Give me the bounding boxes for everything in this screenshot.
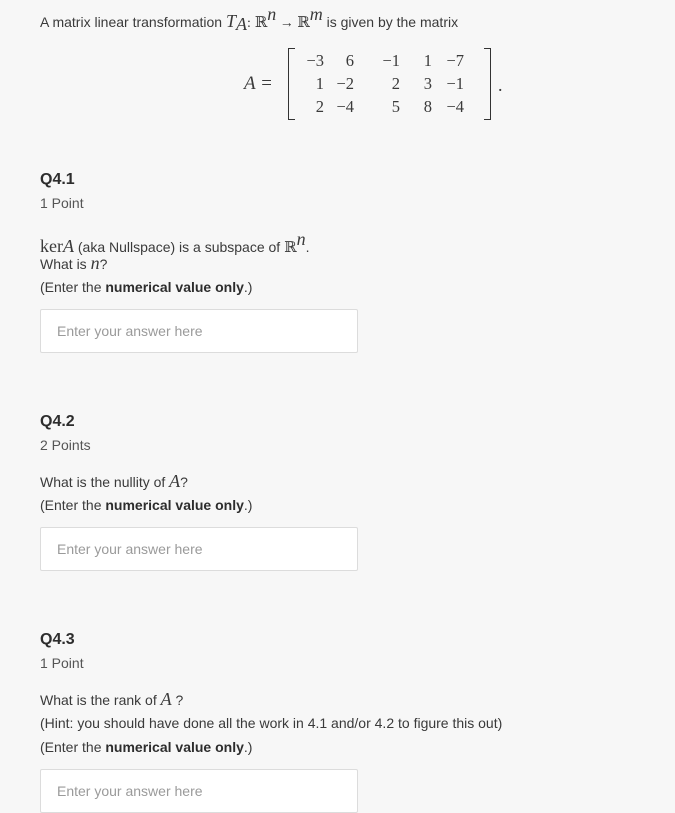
- matrix-cell: −1: [446, 74, 464, 93]
- q41-line2-pre: What is: [40, 256, 91, 272]
- q42-line1-pre: What is the nullity of: [40, 474, 170, 490]
- q42-instruction: [40, 493, 252, 517]
- matrix-cell: −2: [336, 74, 354, 93]
- intro-prefix: A matrix linear transformation: [40, 14, 226, 30]
- matrix-period: .: [498, 75, 503, 95]
- matrix-cell: 3: [423, 74, 432, 93]
- q41-line2: [40, 251, 107, 276]
- matrix-cell: −7: [446, 51, 464, 70]
- q41-line1-end: .: [305, 239, 310, 255]
- q43-line1: [40, 687, 183, 712]
- q42-enter-post: .): [243, 497, 253, 513]
- q41-A: A: [62, 236, 74, 256]
- matrix-cell: 1: [315, 74, 324, 93]
- q41-line1-text: (aka Nullspace) is a subspace of: [73, 239, 285, 255]
- q43-points: 1 Point: [40, 655, 84, 671]
- q43-A: A: [160, 689, 172, 709]
- q43-line1-post: ?: [171, 692, 184, 708]
- matrix-cell: 8: [423, 97, 432, 116]
- matrix-cell: 2: [315, 97, 324, 116]
- q41-n-sup: n: [296, 229, 306, 249]
- matrix-label: A =: [244, 73, 273, 94]
- q42-enter-bold: numerical value only: [105, 497, 244, 513]
- q42-line1-post: ?: [180, 474, 188, 490]
- q41-title: Q4.1: [40, 171, 75, 188]
- q42-answer-input[interactable]: [40, 527, 358, 571]
- q43-instruction: [40, 735, 252, 759]
- intro-n: n: [267, 4, 277, 24]
- matrix-cell: 1: [423, 51, 432, 70]
- intro-text: [40, 4, 458, 34]
- intro-arrow: →: [276, 16, 298, 31]
- q41-R: ℝ: [284, 238, 297, 256]
- q41-enter-bold: numerical value only: [105, 279, 244, 295]
- q42-points: 2 Points: [40, 437, 91, 453]
- intro-m: m: [309, 4, 323, 24]
- matrix-cell: −1: [382, 51, 400, 70]
- q43-line1-pre: What is the rank of: [40, 692, 161, 708]
- intro-R2: ℝ: [297, 13, 310, 31]
- matrix-cell: −4: [336, 97, 354, 116]
- q42-line1: [40, 469, 188, 494]
- intro-T-sub: A: [235, 14, 247, 34]
- q41-line2-post: ?: [99, 256, 108, 272]
- q41-points: 1 Point: [40, 195, 84, 211]
- q41-enter-post: .): [243, 279, 253, 295]
- q43-enter-bold: numerical value only: [105, 739, 244, 755]
- q43-enter-post: .): [243, 739, 253, 755]
- intro-colon: :: [246, 16, 251, 31]
- intro-suffix: is given by the matrix: [322, 14, 459, 30]
- matrix-cell: −3: [306, 51, 324, 70]
- q43-answer-input[interactable]: [40, 769, 358, 813]
- q43-enter-pre: (Enter the: [40, 739, 106, 755]
- q41-answer-input[interactable]: [40, 309, 358, 353]
- q41-n: n: [90, 253, 100, 273]
- q43-hint: (Hint: you should have done all the work in 4.1 and/or 4.2 to figure this out): [40, 715, 503, 731]
- q42-title: Q4.2: [40, 413, 75, 430]
- q42-enter-pre: (Enter the: [40, 497, 106, 513]
- intro-T: T: [225, 11, 236, 31]
- matrix-cell: −4: [446, 97, 464, 116]
- q41-ker: ker: [40, 236, 63, 256]
- matrix-cell: 5: [391, 97, 400, 116]
- intro-R1: ℝ: [254, 13, 268, 31]
- q41-instruction: [40, 275, 252, 299]
- matrix-right-bracket: [484, 48, 491, 120]
- q42-A: A: [169, 471, 181, 491]
- q43-title: Q4.3: [40, 631, 75, 648]
- matrix-cell: 6: [345, 51, 354, 70]
- q41-enter-pre: (Enter the: [40, 279, 106, 295]
- matrix-cell: 2: [391, 74, 400, 93]
